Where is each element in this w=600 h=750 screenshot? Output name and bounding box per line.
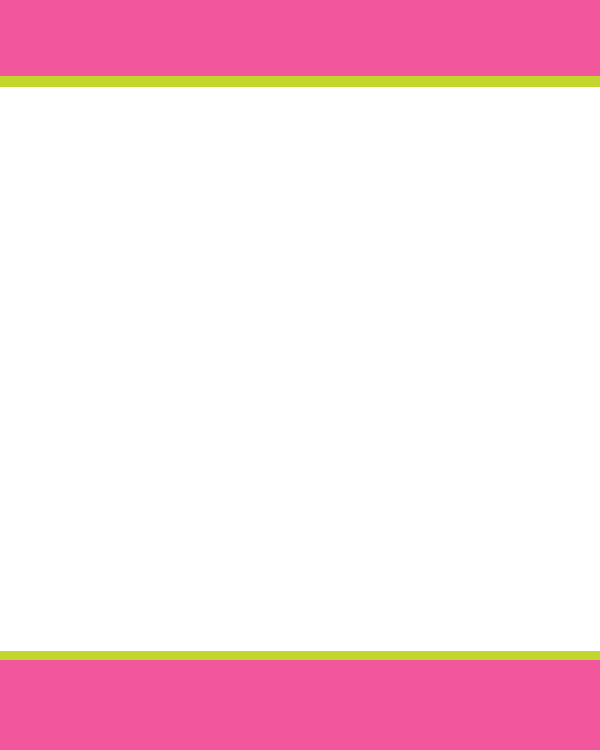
- bottom-star-pattern: [0, 660, 600, 750]
- page-content: [62, 96, 534, 104]
- top-decorative-band: [0, 0, 600, 76]
- bottom-decorative-band: [0, 660, 600, 750]
- top-star-pattern: [0, 0, 600, 76]
- top-green-stripe: [0, 76, 600, 87]
